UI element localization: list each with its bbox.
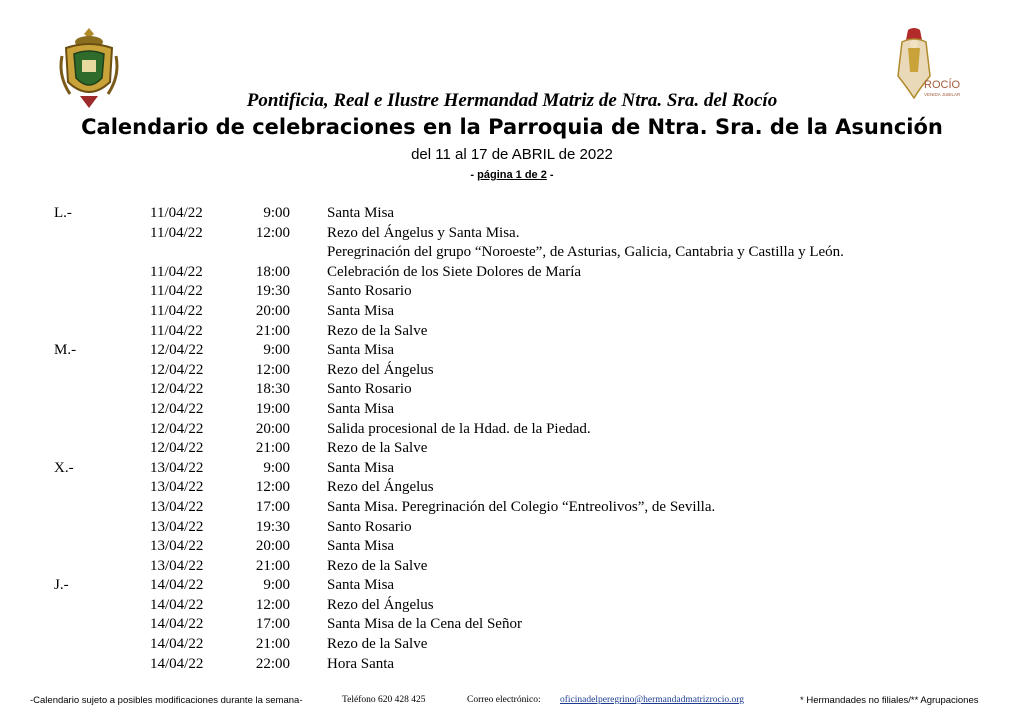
- schedule-row: [0, 440, 1024, 460]
- row-time: 12:00: [255, 596, 290, 613]
- row-description: Rezo del Ángelus y Santa Misa.: [327, 224, 520, 241]
- schedule-row: [0, 636, 1024, 656]
- row-time: 21:00: [255, 557, 290, 574]
- schedule-row: [0, 656, 1024, 676]
- row-date: 12/04/22: [150, 400, 204, 417]
- row-description: Santo Rosario: [327, 518, 412, 535]
- footer-legend: * Hermandades no filiales/** Agrupaciones: [800, 695, 979, 706]
- row-date: 12/04/22: [150, 440, 204, 457]
- schedule-row: [0, 479, 1024, 499]
- row-date: 12/04/22: [150, 420, 204, 437]
- row-time: 12:00: [255, 361, 290, 378]
- row-day: X.-: [54, 459, 74, 476]
- row-time: 12:00: [255, 224, 290, 241]
- row-date: 11/04/22: [150, 205, 203, 221]
- row-time: 19:00: [255, 400, 290, 417]
- row-date: 11/04/22: [150, 302, 203, 319]
- row-time: 20:00: [255, 538, 290, 555]
- schedule-row: [0, 244, 1024, 264]
- row-description: Santo Rosario: [327, 283, 412, 300]
- row-time: 20:00: [255, 302, 290, 319]
- logo-subtext: VENIDA JUBILAR: [924, 92, 960, 97]
- row-time: 12:00: [255, 479, 290, 496]
- row-description: Rezo del Ángelus: [327, 596, 434, 613]
- row-day: L.-: [54, 205, 72, 221]
- row-date: 13/04/22: [150, 479, 204, 496]
- schedule-row: [0, 616, 1024, 636]
- row-time: 18:30: [255, 381, 290, 398]
- row-date: 11/04/22: [150, 322, 203, 339]
- schedule-row: [0, 303, 1024, 323]
- row-description: Santa Misa: [327, 459, 395, 476]
- row-description: Celebración de los Siete Dolores de María: [327, 263, 582, 280]
- row-time: 21:00: [255, 636, 290, 653]
- row-description: Santa Misa: [327, 577, 395, 594]
- schedule-row: [0, 577, 1024, 597]
- row-time: 9:00: [263, 205, 290, 221]
- schedule-row: [0, 342, 1024, 362]
- page-suffix: -: [546, 169, 554, 181]
- row-description: Santo Rosario: [327, 381, 412, 398]
- schedule-row: [0, 205, 1024, 225]
- row-date: 11/04/22: [150, 224, 203, 241]
- row-date: 14/04/22: [150, 596, 204, 613]
- page-number: página 1 de 2: [477, 169, 547, 181]
- hermandad-name: Pontificia, Real e Ilustre Hermandad Matriz de Ntra. Sra. del Rocío: [246, 90, 778, 111]
- document-title: Calendario de celebraciones en la Parroquia de Ntra. Sra. de la Asunción: [81, 115, 943, 139]
- row-description: Santa Misa: [327, 205, 395, 221]
- row-description: Peregrinación del grupo “Noroeste”, de Asturias, Galicia, Cantabria y Castilla y León.: [327, 244, 844, 261]
- row-date: 13/04/22: [150, 538, 204, 555]
- row-day: J.-: [54, 577, 69, 594]
- row-date: 12/04/22: [150, 342, 204, 359]
- footer-email-link[interactable]: oficinadelperegrino@hermandadmatrizrocio.org: [560, 695, 744, 705]
- row-date: 14/04/22: [150, 636, 204, 653]
- footer: [0, 695, 1024, 709]
- row-time: 19:30: [255, 283, 290, 300]
- row-description: Hora Santa: [327, 655, 395, 672]
- row-time: 21:00: [255, 440, 290, 457]
- row-time: 17:00: [255, 498, 290, 515]
- row-time: 9:00: [263, 577, 290, 594]
- row-time: 21:00: [255, 322, 290, 339]
- row-time: 19:30: [255, 518, 290, 535]
- row-time: 17:00: [255, 616, 290, 633]
- row-date: 13/04/22: [150, 498, 204, 515]
- schedule-row: [0, 362, 1024, 382]
- row-date: 14/04/22: [150, 616, 204, 633]
- schedule-row: [0, 323, 1024, 343]
- schedule-row: [0, 538, 1024, 558]
- schedule-row: [0, 264, 1024, 284]
- row-day: M.-: [54, 342, 77, 359]
- page-prefix: -: [470, 169, 478, 181]
- schedule-row: [0, 225, 1024, 245]
- row-date: 14/04/22: [150, 577, 204, 594]
- schedule-row: [0, 381, 1024, 401]
- row-date: 11/04/22: [150, 283, 203, 300]
- row-description: Santa Misa. Peregrinación del Colegio “Entreolivos”, de Sevilla.: [327, 498, 716, 515]
- schedule-row: [0, 597, 1024, 617]
- row-description: Santa Misa: [327, 538, 395, 555]
- row-date: 11/04/22: [150, 263, 203, 280]
- row-time: 9:00: [263, 342, 290, 359]
- row-description: Rezo de la Salve: [327, 636, 428, 653]
- row-date: 13/04/22: [150, 557, 204, 574]
- footer-phone: Teléfono 620 428 425: [342, 695, 426, 705]
- row-date: 13/04/22: [150, 459, 204, 476]
- row-time: 18:00: [255, 263, 290, 280]
- schedule-row: [0, 460, 1024, 480]
- footer-email-label: Correo electrónico:: [467, 695, 541, 705]
- row-date: 14/04/22: [150, 655, 204, 672]
- schedule-row: [0, 558, 1024, 578]
- row-date: 13/04/22: [150, 518, 204, 535]
- row-description: Santa Misa: [327, 342, 395, 359]
- schedule-row: [0, 499, 1024, 519]
- schedule-table: [0, 205, 1024, 675]
- row-description: Salida procesional de la Hdad. de la Piedad.: [327, 420, 591, 437]
- schedule-row: [0, 421, 1024, 441]
- row-time: 20:00: [255, 420, 290, 437]
- schedule-row: [0, 401, 1024, 421]
- row-date: 12/04/22: [150, 361, 204, 378]
- row-description: Rezo del Ángelus: [327, 479, 434, 496]
- row-date: 12/04/22: [150, 381, 204, 398]
- logo-rocio-text: ROCÍO: [924, 79, 960, 91]
- footer-note: -Calendario sujeto a posibles modificaciones durante la semana-: [30, 695, 303, 706]
- schedule-row: [0, 519, 1024, 539]
- row-description: Santa Misa: [327, 302, 395, 319]
- row-description: Santa Misa de la Cena del Señor: [327, 616, 522, 633]
- row-description: Rezo de la Salve: [327, 440, 428, 457]
- page-indicator: [0, 169, 1024, 181]
- row-description: Rezo del Ángelus: [327, 361, 434, 378]
- row-description: Rezo de la Salve: [327, 557, 428, 574]
- schedule-row: [0, 283, 1024, 303]
- row-time: 22:00: [255, 655, 290, 672]
- row-time: 9:00: [263, 459, 290, 476]
- date-range: del 11 al 17 de ABRIL de 2022: [411, 146, 613, 163]
- row-description: Santa Misa: [327, 400, 395, 417]
- row-description: Rezo de la Salve: [327, 322, 428, 339]
